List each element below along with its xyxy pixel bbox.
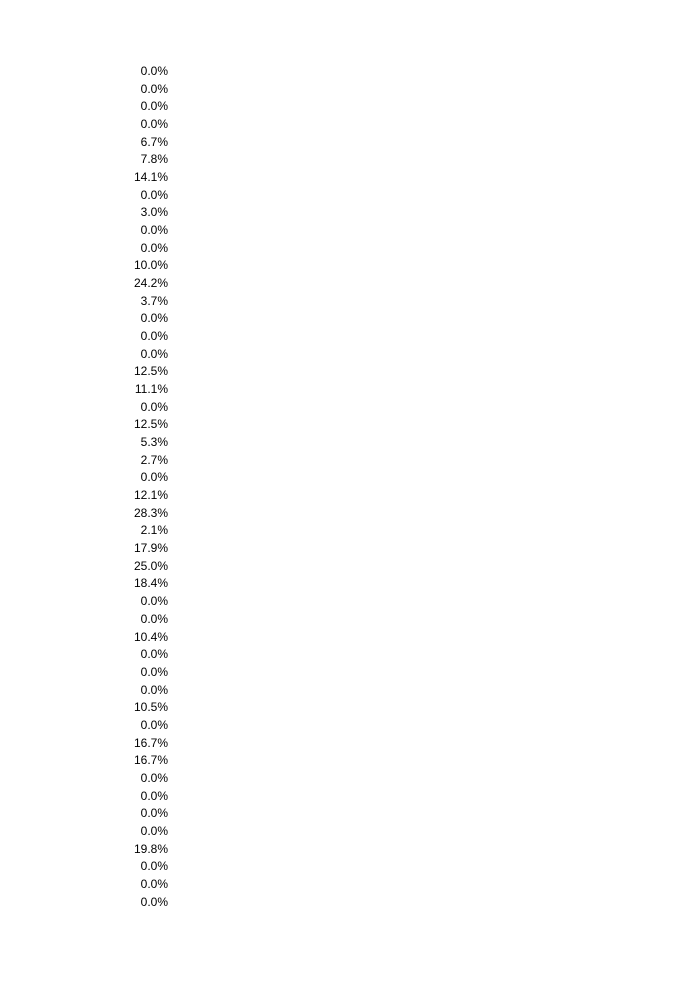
percentage-cell: 10.0% — [133, 258, 168, 273]
percentage-cell: 5.3% — [140, 435, 168, 450]
percentage-cell: 0.0% — [140, 717, 168, 732]
percentage-cell: 12.5% — [133, 364, 168, 379]
percentage-cell: 0.0% — [140, 329, 168, 344]
percentage-cell: 0.0% — [140, 594, 168, 609]
percentage-cell: 10.4% — [133, 629, 168, 644]
percentage-cell: 0.0% — [140, 806, 168, 821]
percentage-cell: 0.0% — [140, 682, 168, 697]
percentage-cell: 0.0% — [140, 770, 168, 785]
percentage-cell: 3.7% — [140, 293, 168, 308]
percentage-cell: 0.0% — [140, 117, 168, 132]
percentage-cell: 19.8% — [133, 841, 168, 856]
percentage-cell: 17.9% — [133, 541, 168, 556]
percentage-cell: 12.1% — [133, 488, 168, 503]
percentage-cell: 11.1% — [134, 382, 168, 397]
percentage-cell: 0.0% — [140, 788, 168, 803]
percentage-cell: 0.0% — [140, 664, 168, 679]
percentage-cell: 7.8% — [140, 152, 168, 167]
percentage-cell: 0.0% — [140, 240, 168, 255]
percentage-cell: 16.7% — [133, 735, 168, 750]
percentage-cell: 0.0% — [140, 346, 168, 361]
percentage-cell: 28.3% — [133, 505, 168, 520]
percentage-cell: 16.7% — [133, 753, 168, 768]
percentage-cell: 0.0% — [140, 894, 168, 909]
percentage-cell: 6.7% — [140, 134, 168, 149]
percentage-cell: 14.1% — [133, 170, 168, 185]
percentage-cell: 0.0% — [140, 876, 168, 891]
percentage-cell: 0.0% — [140, 64, 168, 78]
percentage-cell: 0.0% — [140, 81, 168, 96]
percentage-cell: 25.0% — [133, 558, 168, 573]
percentage-cell: 10.5% — [133, 700, 168, 715]
percentage-column — [110, 63, 168, 911]
percentage-cell: 0.0% — [140, 647, 168, 662]
percentage-cell: 3.0% — [140, 205, 168, 220]
percentage-cell: 12.5% — [133, 417, 168, 432]
percentage-cell: 0.0% — [140, 823, 168, 838]
percentage-cell: 24.2% — [133, 276, 168, 291]
percentage-cell: 2.7% — [140, 452, 168, 467]
percentage-cell: 0.0% — [140, 859, 168, 874]
percentage-cell: 0.0% — [140, 399, 168, 414]
percentage-cell: 0.0% — [140, 187, 168, 202]
percentage-cell: 0.0% — [140, 311, 168, 326]
percentage-cell: 2.1% — [140, 523, 168, 538]
percentage-cell: 0.0% — [140, 223, 168, 238]
percentage-cell: 0.0% — [140, 470, 168, 485]
percentage-cell: 0.0% — [140, 611, 168, 626]
percentage-cell: 18.4% — [133, 576, 168, 591]
percentage-cell: 0.0% — [140, 99, 168, 114]
